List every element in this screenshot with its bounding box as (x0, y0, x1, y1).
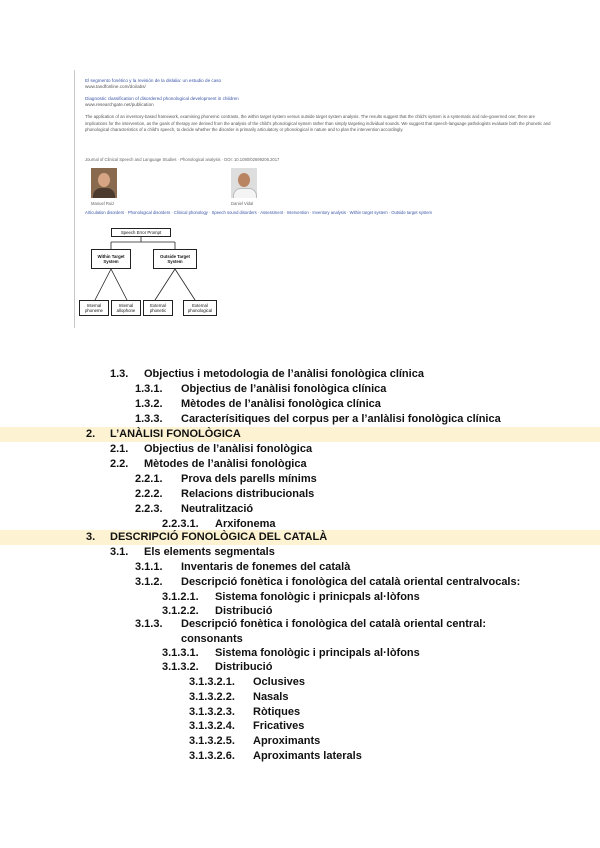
toc-entry[interactable]: 1.3.3. Caracterísitiques del corpus per a l’anlàlisi fonològica clínica (135, 413, 501, 425)
toc-entry[interactable]: 1.3. Objectius i metodologia de l’anàlisi fonològica clínica (110, 368, 424, 380)
search-result-title-1[interactable]: El segmento fonético y la revisión de la dislalia: un estudio de caso (85, 78, 222, 83)
toc-entry[interactable]: 3.1.3.2.3. Ròtiques (189, 706, 301, 718)
toc-entry[interactable]: 3.1.2.2. Distribució (162, 605, 273, 617)
toc-entry[interactable]: 3.1.3. (135, 618, 163, 630)
toc-entry[interactable]: 2.1. Objectius de l’anàlisi fonològica (110, 443, 313, 455)
embedded-screenshot (74, 70, 561, 328)
diagram-leaf-3: External phonetic (143, 300, 173, 316)
author-photo-1 (91, 168, 117, 198)
toc-entry[interactable]: 2.2.3. Neutralització (135, 503, 254, 515)
toc-entry-wrapped-text (181, 617, 525, 647)
search-result-url-2: www.researchgate.net/publication (85, 102, 154, 107)
diagram-root-box: Speech Error Prompt (111, 228, 171, 237)
reference-line: Journal of Clinical Speech and Language Studies · Phonological analysis · DOI: 10.1080/02699206.2017 (85, 157, 280, 162)
diagram-within-box: Within Target System (91, 249, 131, 269)
toc-entry[interactable]: 3.1.3.2.6. Aproximants laterals (189, 750, 362, 762)
author-caption-2: Daniel Vidal (231, 201, 254, 206)
classification-diagram (75, 222, 275, 328)
toc-entry[interactable]: 3.1. Els elements segmentals (110, 546, 275, 558)
search-result-url-1: www.tandfonline.com/doi/abs/ (85, 84, 146, 89)
toc-wrapped-line-2: consonants (181, 633, 243, 645)
diagram-leaf-4: External phonological (183, 300, 217, 316)
toc-entry[interactable]: 1.3.2. Mètodes de l’anàlisi fonològica clínica (135, 398, 381, 410)
keyword-links[interactable]: Articulation disorders · Phonological disorders · Clinical phonology · Speech sound disorders · Assessment · Intervention · Inventory analysis · Within target system · Outside target system (85, 210, 433, 215)
toc-entry[interactable]: 2.2.1. Prova dels parells mínims (135, 473, 317, 485)
abstract-paragraph: The application of an inventory-based framework, examining phonemic contrasts, the within target system versus outside target system analysis. The results suggest that the child's system is a systematic and rule-governed one; there are implications for the intervention, as the goals of therapy are derived from the analysis of the child's phonological system rather than simply targeting individual sounds. We suggest that speech-language pathologists evaluate both the phonetic and phonological characteristics of a child's speech, to decide whether the disorder is primarily articulatory or phonological in nature and to plan the intervention accordingly. (85, 114, 551, 132)
search-result-title-2[interactable]: Diagnostic classification of disordered phonological development in children (85, 96, 239, 101)
toc-entry[interactable]: 2.2.2. Relacions distribucionals (135, 488, 315, 500)
toc-entry[interactable]: 3.1.3.2. Distribució (162, 661, 273, 673)
toc-entry[interactable]: 3.1.1. Inventaris de fonemes del català (135, 561, 351, 573)
author-caption-1: Manuel Ruiz (91, 201, 115, 206)
author-photo-2 (231, 168, 257, 198)
toc-entry[interactable]: 3.1.3.2.4. Fricatives (189, 720, 305, 732)
toc-chapter-2[interactable]: 2. L’ANÀLISI FONOLÒGICA (0, 427, 600, 442)
toc-entry[interactable]: 1.3.1. Objectius de l’anàlisi fonològica clínica (135, 383, 387, 395)
toc-entry[interactable]: 3.1.2. Descripció fonètica i fonològica del català oriental centralvocals: (135, 576, 521, 588)
toc-entry[interactable]: 3.1.3.1. Sistema fonològic i principals al·lòfons (162, 647, 420, 659)
toc-entry[interactable]: 3.1.3.2.2. Nasals (189, 691, 289, 703)
toc-entry[interactable]: 3.1.3.2.1. Oclusives (189, 676, 305, 688)
diagram-outside-box: Outside Target System (153, 249, 197, 269)
diagram-leaf-1: Internal phoneme (79, 300, 109, 316)
toc-chapter-3[interactable]: 3. DESCRIPCIÓ FONOLÒGICA DEL CATALÀ (0, 530, 600, 545)
toc-entry[interactable]: 3.1.2.1. Sistema fonològic i prinicpals al·lòfons (162, 591, 420, 603)
toc-wrapped-line-1: Descripció fonètica i fonològica del català oriental central: (181, 618, 487, 630)
toc-entry[interactable]: 2.2. Mètodes de l’anàlisi fonològica (110, 458, 307, 470)
toc-entry[interactable]: 3.1.3.2.5. Aproximants (189, 735, 321, 747)
diagram-leaf-2: Internal allophone (111, 300, 141, 316)
toc-entry[interactable]: 2.2.3.1. Arxifonema (162, 518, 276, 530)
